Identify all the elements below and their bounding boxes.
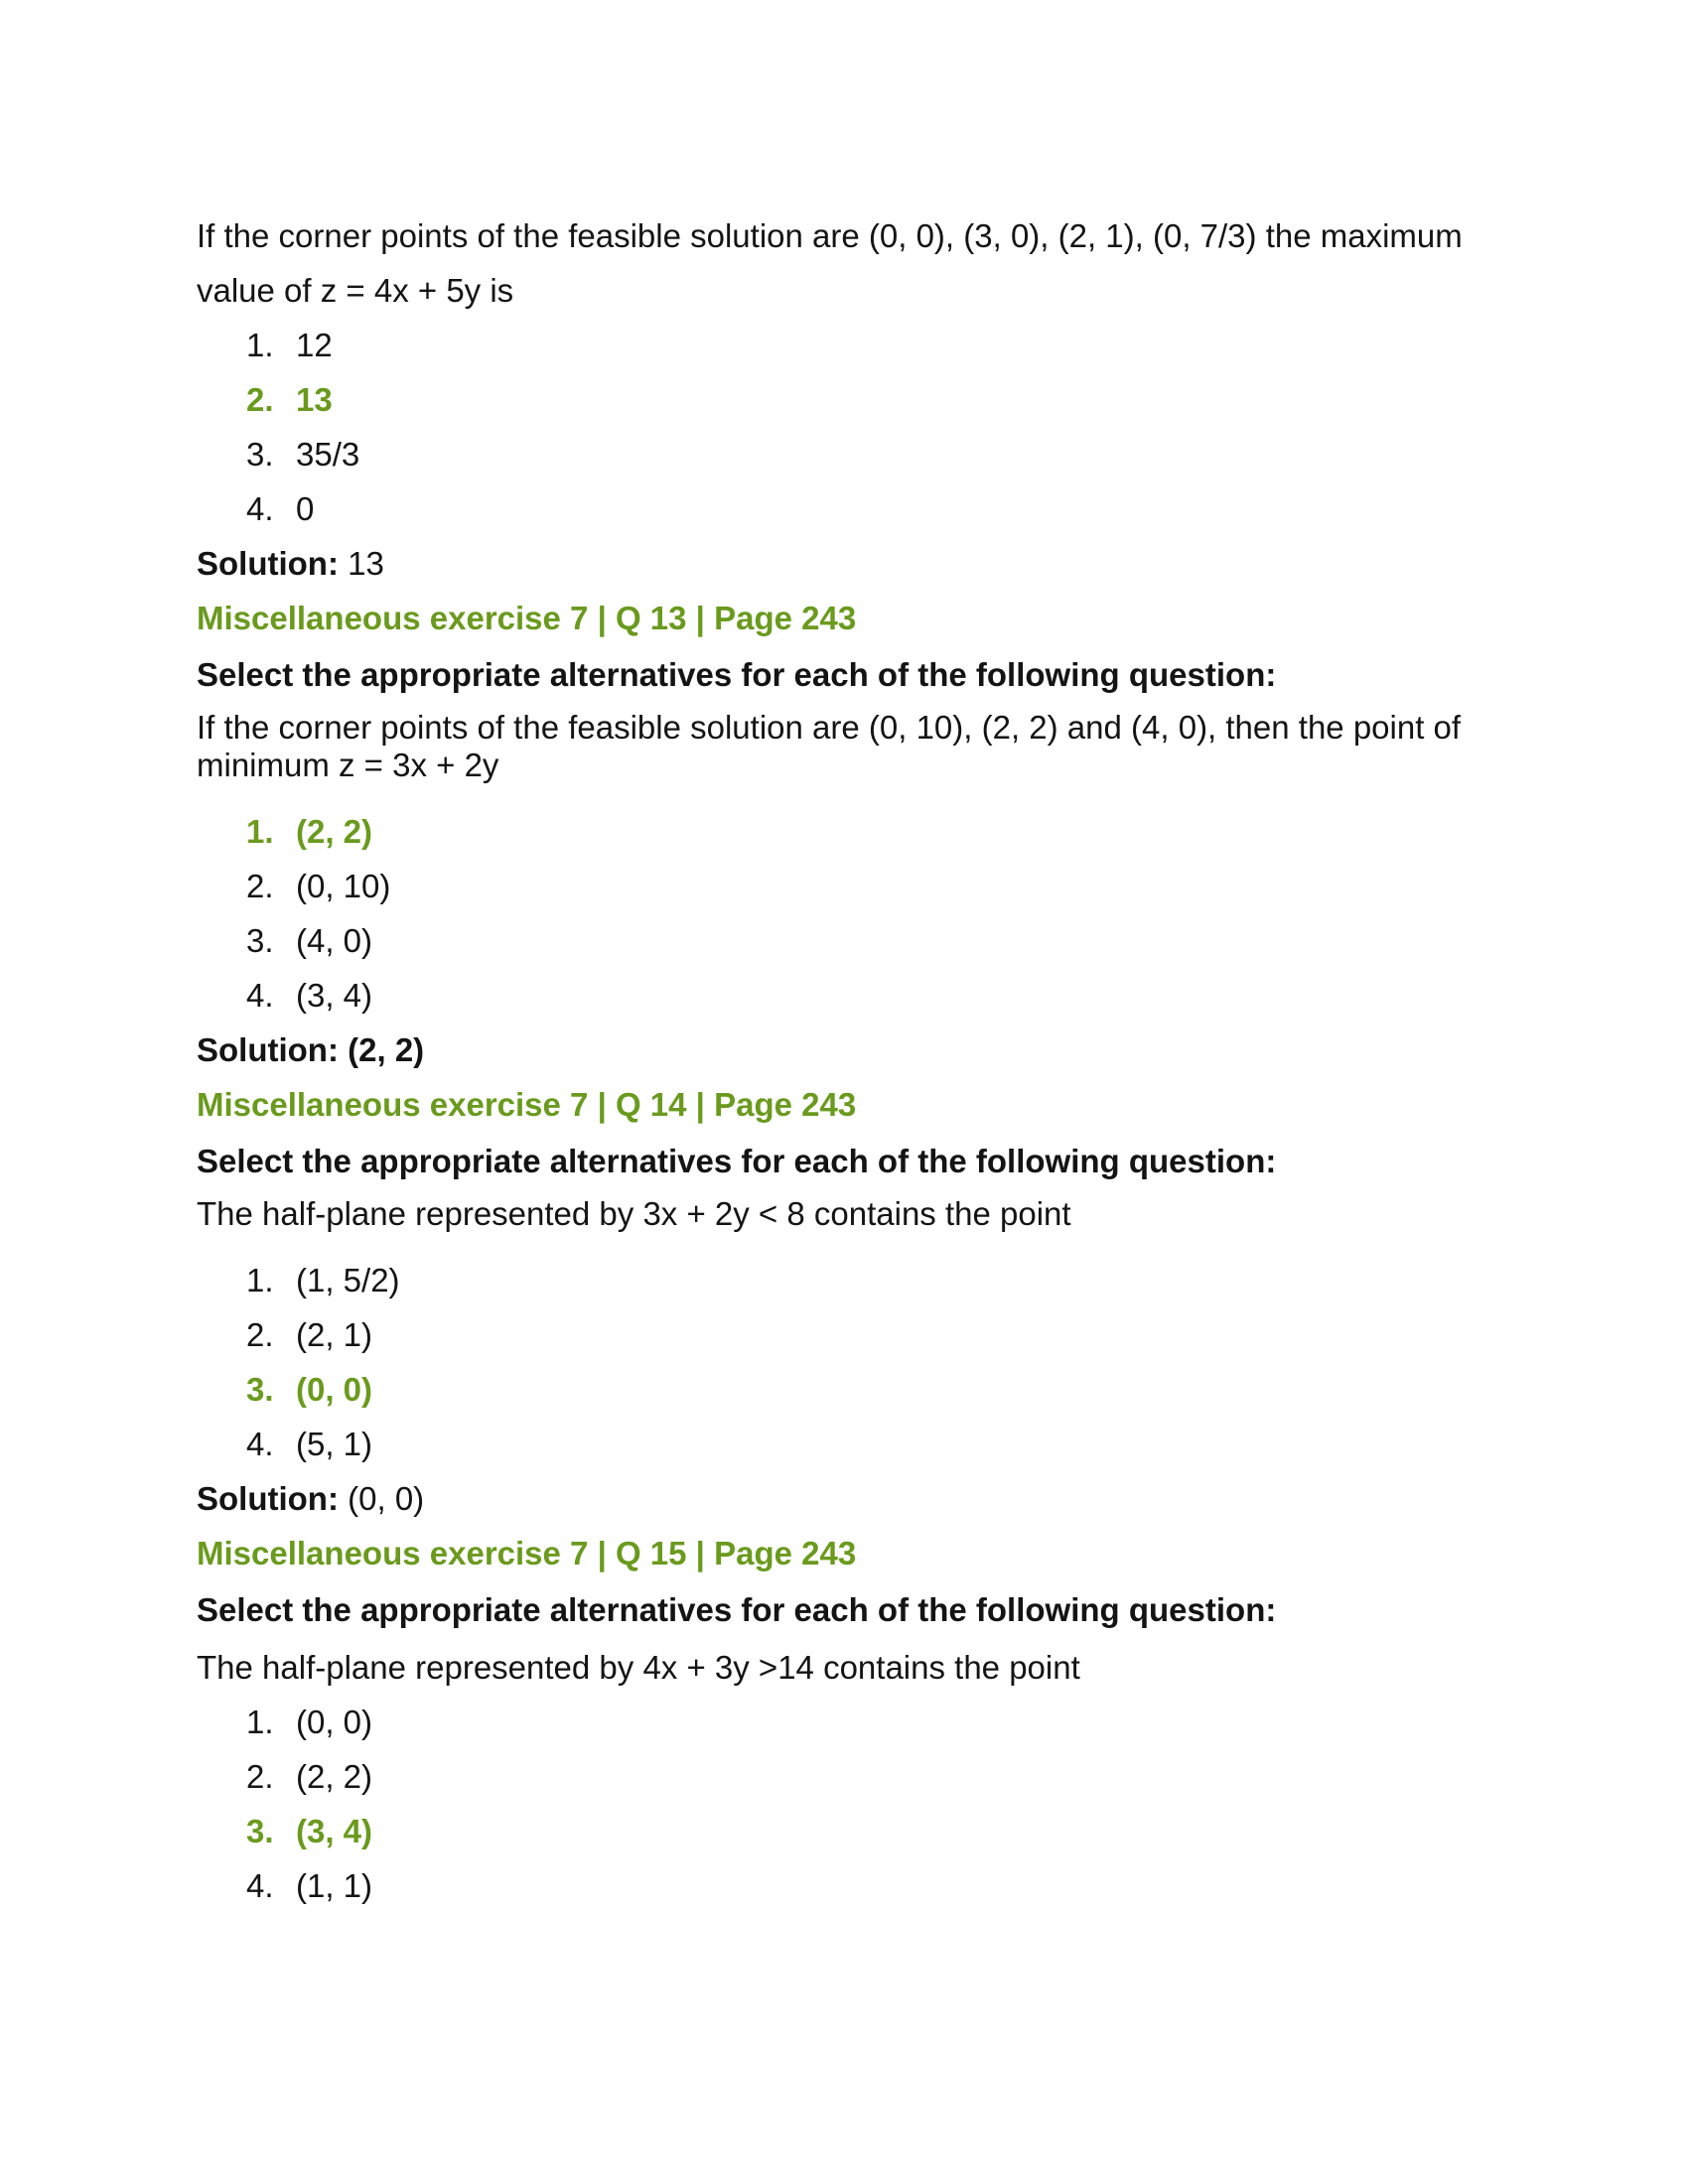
option-text: (0, 0) [296, 1704, 373, 1740]
option-item [246, 481, 1497, 536]
option-number: 4. [246, 1867, 274, 1904]
option-item [246, 1253, 1497, 1307]
option-item [246, 968, 1497, 1023]
option-number: 1. [246, 327, 274, 363]
option-text: (3, 4) [296, 1813, 373, 1849]
document-page [197, 208, 1497, 1913]
option-number: 4. [246, 977, 274, 1014]
option-text: 13 [296, 381, 333, 418]
option-item [246, 318, 1497, 372]
question-text: The half-plane represented by 3x + 2y < 8 contains the point [197, 1195, 1071, 1232]
option-item [246, 1858, 1497, 1913]
option-text: 0 [296, 490, 315, 527]
option-number: 3. [246, 922, 274, 959]
option-text: (1, 1) [296, 1867, 373, 1904]
option-number: 3. [246, 1371, 274, 1408]
option-text: (3, 4) [296, 977, 373, 1014]
option-number: 4. [246, 1426, 274, 1462]
solution [197, 536, 1497, 591]
options-list [197, 1253, 1497, 1471]
option-text: (4, 0) [296, 922, 373, 959]
option-number: 2. [246, 1758, 274, 1795]
solution [197, 1471, 1497, 1526]
solution-label: Solution: [197, 1480, 339, 1517]
options-list [197, 318, 1497, 536]
option-text: 12 [296, 327, 333, 363]
option-number: 1. [246, 1262, 274, 1298]
option-item [246, 859, 1497, 913]
instruction: Select the appropriate alternatives for each of the following question: [197, 656, 1277, 693]
solution-value: (0, 0) [348, 1480, 425, 1517]
question-text: If the corner points of the feasible solution are (0, 0), (3, 0), (2, 1), (0, 7/3) the maximum [197, 217, 1463, 254]
option-text: (0, 0) [296, 1371, 373, 1408]
solution-value: (2, 2) [348, 1031, 425, 1068]
solution [197, 1023, 1497, 1077]
option-number: 2. [246, 1316, 274, 1353]
option-item [246, 1417, 1497, 1471]
option-item-correct [246, 1804, 1497, 1858]
question-text: The half-plane represented by 4x + 3y >14 contains the point [197, 1649, 1080, 1686]
option-text: (1, 5/2) [296, 1262, 400, 1298]
instruction: Select the appropriate alternatives for each of the following question: [197, 1143, 1277, 1179]
options-list [197, 1695, 1497, 1913]
option-number: 4. [246, 490, 274, 527]
option-text: (0, 10) [296, 868, 391, 904]
option-item [246, 913, 1497, 968]
option-text: (2, 2) [296, 813, 373, 850]
option-number: 3. [246, 436, 274, 473]
solution-value: 13 [348, 545, 384, 582]
option-text: (2, 2) [296, 1758, 373, 1795]
option-text: (2, 1) [296, 1316, 373, 1353]
question-text: If the corner points of the feasible solution are (0, 10), (2, 2) and (4, 0), then the point of minimum z = 3x + 2y [197, 709, 1462, 783]
option-item [246, 1307, 1497, 1362]
option-number: 1. [246, 1704, 274, 1740]
option-item [246, 1695, 1497, 1749]
solution-label: Solution: [197, 1031, 339, 1068]
exercise-heading-link[interactable]: Miscellaneous exercise 7 | Q 13 | Page 243 [197, 600, 857, 636]
options-list [197, 804, 1497, 1023]
instruction: Select the appropriate alternatives for each of the following question: [197, 1591, 1277, 1628]
exercise-heading-link[interactable]: Miscellaneous exercise 7 | Q 15 | Page 243 [197, 1535, 857, 1571]
option-item-correct [246, 804, 1497, 859]
option-text: 35/3 [296, 436, 360, 473]
question-text: value of z = 4x + 5y is [197, 272, 514, 309]
option-number: 3. [246, 1813, 274, 1849]
option-item [246, 427, 1497, 481]
option-item-correct [246, 1362, 1497, 1417]
option-number: 1. [246, 813, 274, 850]
exercise-heading-link[interactable]: Miscellaneous exercise 7 | Q 14 | Page 243 [197, 1086, 857, 1123]
option-item [246, 1749, 1497, 1804]
option-number: 2. [246, 381, 274, 418]
solution-label: Solution: [197, 545, 339, 582]
option-item-correct [246, 372, 1497, 427]
option-text: (5, 1) [296, 1426, 373, 1462]
option-number: 2. [246, 868, 274, 904]
